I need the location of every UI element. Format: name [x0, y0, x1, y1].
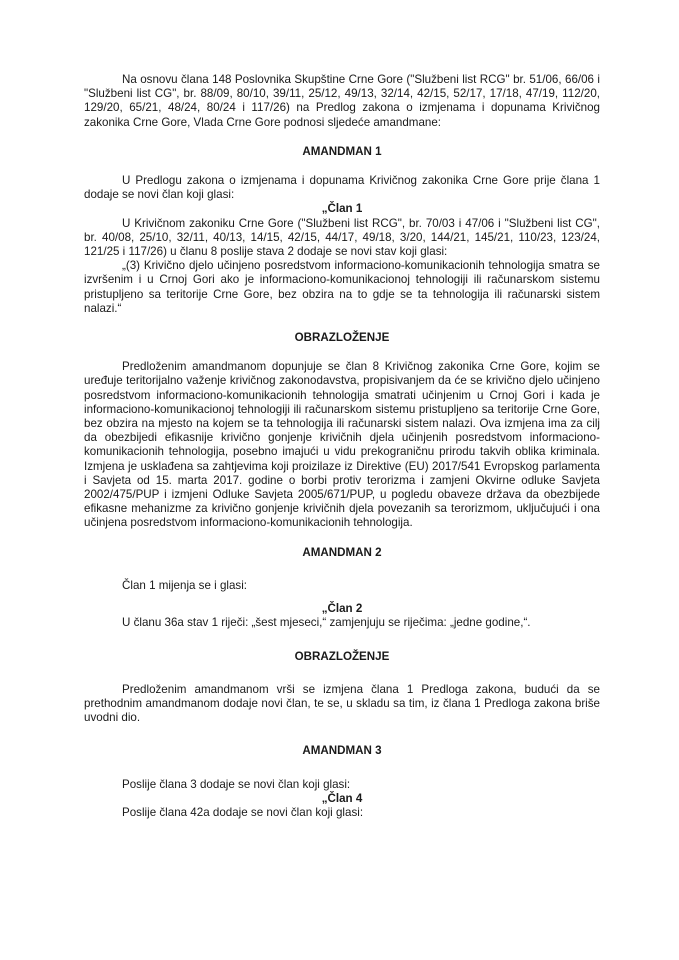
- amendment-1-article-text: U Krivičnom zakoniku Crne Gore ("Službeni list RCG", br. 70/03 i 47/06 i "Službeni list CG", br. 40/08, 25/10, 32/11, 40/13, 14/15, 42/15, 44/17, 49/18, 3/20, 144/21, 145/21, 110/23, 123/24, 121/25 i 117/26) u članu 8 poslije stava 2 dodaje se novi stav koji glasi:: [84, 216, 600, 259]
- amendment-2-rationale-heading: OBRAZLOŽENJE: [294, 649, 390, 663]
- amendment-1-lead: U Predlogu zakona o izmjenama i dopunama Krivičnog zakonika Crne Gore prije člana 1 dodaje se novi član koji glasi:: [84, 174, 600, 202]
- amendment-1-heading: AMANDMAN 1: [302, 144, 382, 158]
- amendment-2-heading: AMANDMAN 2: [302, 545, 382, 559]
- amendment-2-article-text: U članu 36a stav 1 riječi: „šest mjeseci,“ zamjenjuju se riječima: „jedne godine,“.: [122, 616, 531, 630]
- amendment-1-article-title: „Član 1: [321, 202, 363, 216]
- amendment-2-article-title: „Član 2: [321, 602, 363, 616]
- amendment-3-article-title: „Član 4: [321, 791, 363, 805]
- amendment-2-lead: Član 1 mijenja se i glasi:: [122, 578, 248, 592]
- amendment-3-article-text: Poslije člana 42a dodaje se novi član koji glasi:: [122, 805, 364, 819]
- document-page: [84, 73, 600, 820]
- amendment-2-rationale: Predloženim amandmanom vrši se izmjena člana 1 Predloga zakona, budući da se prethodnim amandmanom dodaje novi član, te se, u skladu sa tim, iz člana 1 Predloga zakona briše uvodni dio.: [84, 682, 600, 725]
- intro-paragraph: Na osnovu člana 148 Poslovnika Skupštine Crne Gore ("Službeni list RCG" br. 51/06, 66/06 i "Službeni list CG", br. 88/09, 80/10, 39/11, 25/12, 49/13, 32/14, 42/15, 52/17, 17/18, 47/19, 112/20, 129/20, 65/21, 48/24, 80/24 i 117/26) na Predlog zakona o izmjenama i dopunama Krivičnog zakonika Crne Gore, Vlada Crne Gore podnosi sljedeće amandmane:: [84, 73, 600, 129]
- amendment-1-quote: „(3) Krivično djelo učinjeno posredstvom informaciono-komunikacionih tehnologija smatra se izvršenim i u Crnoj Gori ako je informaciono-komunikacionoj tehnologiji ili računarskom sistemu pristupljeno sa teritorije Crne Gore, bez obzira na to gdje se ta tehnologija ili računarski sistem nalazi.“: [84, 259, 600, 315]
- amendment-3-heading: AMANDMAN 3: [302, 744, 382, 758]
- amendment-3-lead: Poslije člana 3 dodaje se novi član koji glasi:: [122, 777, 351, 791]
- amendment-1-rationale: Predloženim amandmanom dopunjuje se član 8 Krivičnog zakonika Crne Gore, kojim se uređuje teritorijalno važenje krivičnog zakonodavstva, propisivanjem da će se krivično djelo učinjeno posredstvom informaciono-komunikacionih tehnologija smatrati učinjenim u Crnoj Gori i kada je informaciono-komunikacionoj tehnologiji ili računarskom sistemu pristupljeno sa teritorije Crne Gore, bez obzira na mjesto na kojem se ta tehnologija ili računarski sistem nalazi. Ova izmjena ima za cilj da obezbijedi efikasnije krivično gonjenje krivičnih djela učinjenih posredstvom informaciono-komunikacionih tehnologija, posebno imajući u vidu prekograničnu prirodu takvih oblika kriminala. Izmjena je usklađena sa zahtjevima koji proizilaze iz Direktive (EU) 2017/541 Evropskog parlamenta i Savjeta od 15. marta 2017. godine o borbi protiv terorizma i zamjeni Okvirne odluke Savjeta 2002/475/PUP i izmjeni Odluke Savjeta 2005/671/PUP, u pogledu obaveze država da obezbijede efikasne mehanizme za krivično gonjenje krivičnih djela povezanih sa terorizmom, uključujući i ona učinjena posredstvom informaciono-komunikacionih tehnologija.: [84, 360, 600, 530]
- amendment-1-rationale-heading: OBRAZLOŽENJE: [294, 331, 390, 345]
